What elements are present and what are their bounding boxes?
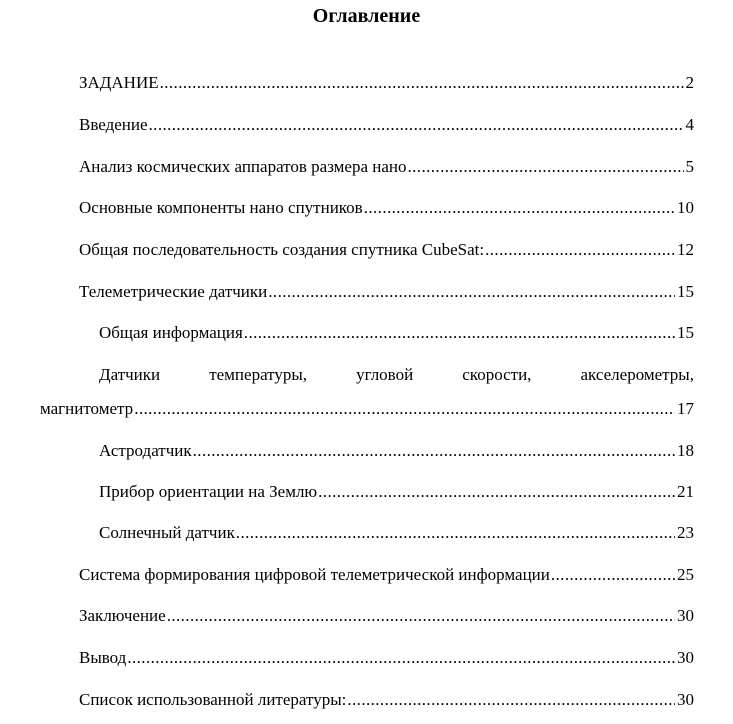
toc-word: угловой [356, 365, 414, 384]
toc-entry-title: Основные компоненты нано спутников [79, 198, 363, 217]
toc-entry-title: ЗАДАНИЕ [79, 73, 159, 92]
toc-entry[interactable] [99, 440, 694, 462]
toc-entry[interactable] [79, 564, 694, 586]
toc-entry-first-line [99, 364, 694, 386]
toc-entry-page: 12 [677, 240, 694, 259]
toc-entry[interactable] [99, 322, 694, 344]
toc-entry-title: Прибор ориентации на Землю [99, 482, 318, 501]
toc-word: температуры, [209, 365, 308, 384]
toc-entry[interactable] [79, 689, 694, 711]
leader-dots [551, 564, 675, 586]
toc-entry[interactable] [40, 398, 694, 420]
toc-entry-page: 21 [677, 482, 694, 501]
toc-entry-page: 23 [677, 523, 694, 542]
leader-dots [244, 322, 675, 344]
toc-entry-page: 10 [677, 198, 694, 217]
toc-entry-title: магнитометр [40, 399, 134, 418]
toc-entry[interactable] [79, 114, 694, 136]
toc-entry-page: 15 [677, 282, 694, 301]
leader-dots [160, 72, 684, 94]
leader-dots [364, 197, 675, 219]
toc-entry[interactable] [79, 197, 694, 219]
leader-dots [268, 281, 675, 303]
toc-entry-page: 30 [677, 606, 694, 625]
toc-entry[interactable] [99, 522, 694, 544]
leader-dots [127, 647, 675, 669]
toc-entry-title: Заключение [79, 606, 166, 625]
toc-word: акселерометры, [580, 365, 694, 384]
toc-word: Датчики [99, 365, 161, 384]
toc-entry-title: Введение [79, 115, 148, 134]
leader-dots [318, 481, 675, 503]
toc-entry-title: Астродатчик [99, 441, 192, 460]
toc-entry-title: Общая последовательность создания спутника CubeSat: [79, 240, 485, 259]
toc-entry-page: 18 [677, 441, 694, 460]
leader-dots [408, 156, 684, 178]
toc-entry-title: Телеметрические датчики [79, 282, 268, 301]
toc-entry-title: Список использованной литературы: [79, 690, 347, 709]
leader-dots [167, 605, 675, 627]
toc-entry-title: Солнечный датчик [99, 523, 235, 542]
toc-entry-page: 2 [685, 73, 694, 92]
toc-entry-page: 15 [677, 323, 694, 342]
page-title: Оглавление [312, 5, 421, 27]
toc-entry-title: Система формирования цифровой телеметрической информации [79, 565, 550, 584]
toc-entry-page: 25 [677, 565, 694, 584]
toc-entry[interactable] [79, 281, 694, 303]
toc-entry[interactable] [79, 156, 694, 178]
toc-entry-page: 30 [677, 648, 694, 667]
toc-entry[interactable] [79, 72, 694, 94]
leader-dots [134, 398, 675, 420]
leader-dots [149, 114, 684, 136]
toc-entry[interactable] [99, 481, 694, 503]
toc-entry[interactable] [79, 605, 694, 627]
leader-dots [236, 522, 675, 544]
toc-entry[interactable] [79, 239, 694, 261]
toc-entry-page: 5 [685, 157, 694, 176]
leader-dots [485, 239, 675, 261]
toc-entry-title: Вывод [79, 648, 127, 667]
toc-word: скорости, [462, 365, 532, 384]
leader-dots [193, 440, 675, 462]
toc-entry-title: Общая информация [99, 323, 243, 342]
toc-entry[interactable] [79, 647, 694, 669]
leader-dots [347, 689, 675, 711]
toc-entry-title: Анализ космических аппаратов размера нано [79, 157, 407, 176]
toc-entry-page: 4 [685, 115, 694, 134]
toc-entry-page: 30 [677, 690, 694, 709]
toc-entry-page: 17 [677, 399, 694, 418]
